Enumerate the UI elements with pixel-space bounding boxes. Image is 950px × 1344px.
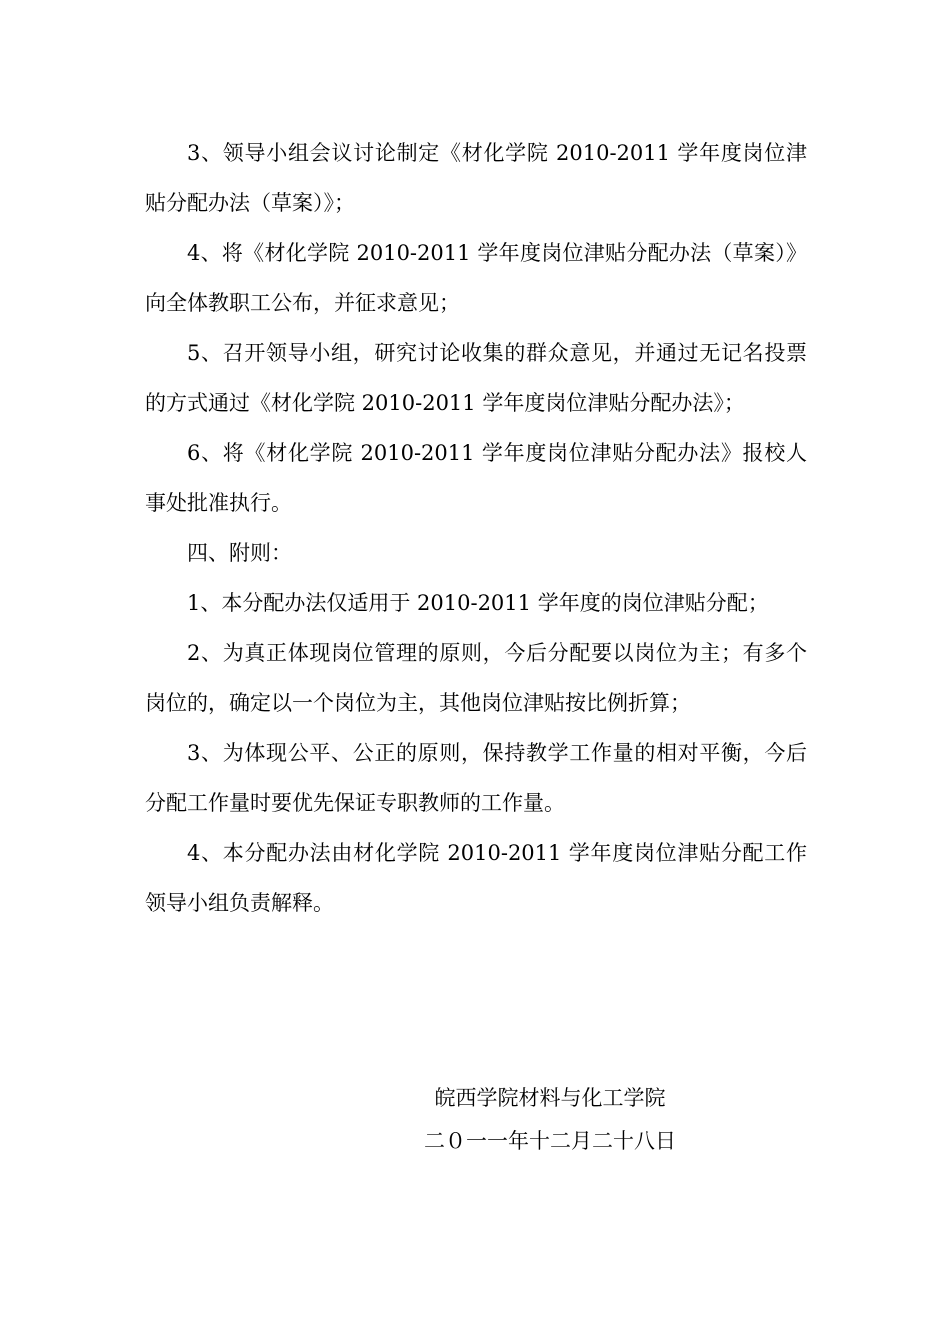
paragraph-procedure-4: 4、将《材化学院 2010-2011 学年度岗位津贴分配办法（草案）》向全体教职工公布，并征求意见； — [145, 241, 807, 315]
signature-block — [380, 1077, 720, 1163]
section-heading-appendix: 四、附则： — [187, 541, 292, 565]
paragraph-rule-4: 4、本分配办法由材化学院 2010-2011 学年度岗位津贴分配工作领导小组负责解释。 — [145, 841, 807, 915]
paragraph-procedure-5: 5、召开领导小组，研究讨论收集的群众意见，并通过无记名投票的方式通过《材化学院 2010-2011 学年度岗位津贴分配办法》； — [145, 341, 807, 415]
paragraph-procedure-6: 6、将《材化学院 2010-2011 学年度岗位津贴分配办法》报校人事处批准执行。 — [145, 441, 807, 515]
paragraph-procedure-3: 3、领导小组会议讨论制定《材化学院 2010-2011 学年度岗位津贴分配办法（草案）》； — [145, 141, 807, 215]
paragraph-rule-2: 2、为真正体现岗位管理的原则，今后分配要以岗位为主；有多个岗位的，确定以一个岗位为主，其他岗位津贴按比例折算； — [145, 641, 807, 715]
document-body — [145, 128, 807, 928]
signature-organization: 皖西学院材料与化工学院 — [434, 1086, 666, 1110]
paragraph-rule-1: 1、本分配办法仅适用于 2010-2011 学年度的岗位津贴分配； — [187, 591, 769, 615]
signature-date: 二０一一年十二月二十八日 — [424, 1129, 676, 1153]
paragraph-rule-3: 3、为体现公平、公正的原则，保持教学工作量的相对平衡，今后分配工作量时要优先保证专职教师的工作量。 — [145, 741, 807, 815]
